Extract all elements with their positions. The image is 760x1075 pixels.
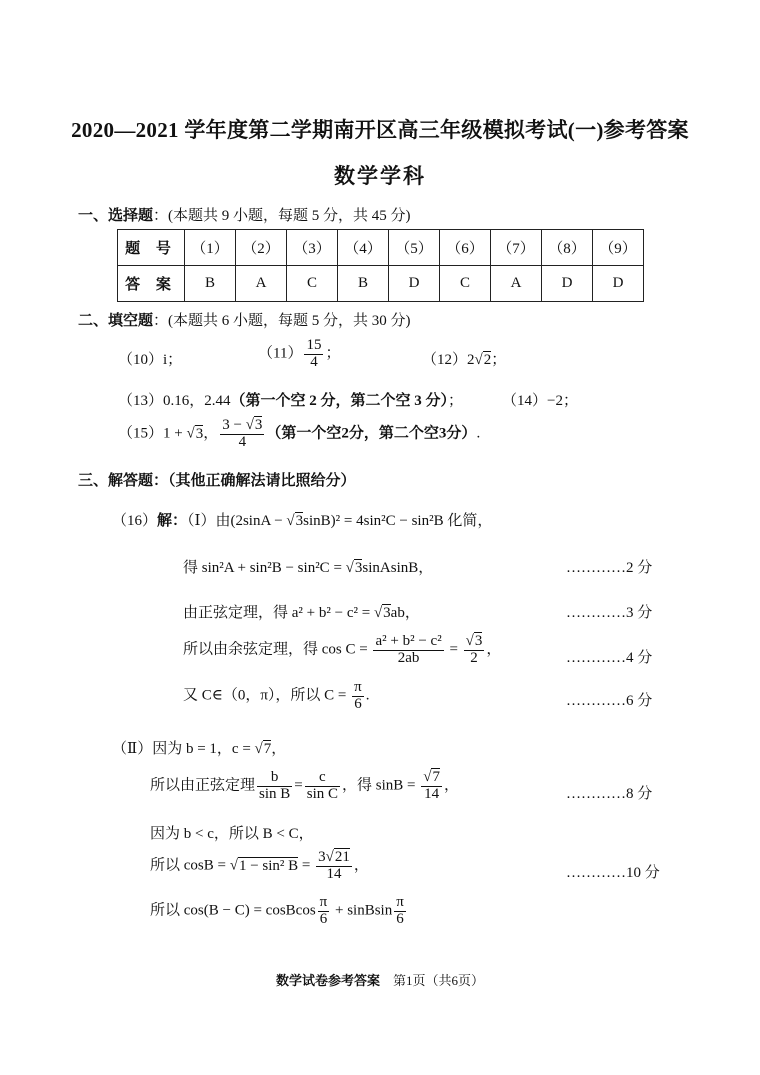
step-5-fraction-2 [305,770,340,803]
section-1-note: ：(本题共 9 小题，每题 5 分，共 45 分) [153,208,411,224]
step-5-text: 所以由正弦定理 [150,777,256,794]
step-8-den-1: 6 [319,910,328,927]
answer-cell: D [542,266,593,302]
question-number: （5） [389,230,440,266]
answer-cell: C [440,266,491,302]
question-number: （3） [287,230,338,266]
step-5-fraction-1 [257,770,292,803]
step-3-result-den: 2 [470,649,478,666]
step-5-mid: ，得 sinB = [342,777,420,794]
part-2-given [112,737,286,758]
question-number: （9） [593,230,644,266]
part-1-given-tail: sinB)² = 4sin²C − sin²B 化简， [303,513,493,529]
section-2-note: ：(本题共 6 小题，每题 5 分，共 30 分) [153,313,411,329]
step-7-result-num [316,850,352,867]
step-2-text: 由正弦定理，得 a² + b² − c² = [183,605,374,621]
step-8-fraction-2 [394,895,406,928]
section-3-heading [78,469,356,490]
q11-denominator: 4 [310,353,318,370]
answer-table [117,229,644,302]
q12-label: （12）2 [422,352,475,368]
step-8-num-2: π [396,894,404,910]
step-5-result-den: 14 [424,785,440,802]
q15-label: （15）1 + [118,425,187,442]
sqrt-symbol: √ [465,633,474,649]
q13-tail: ； [448,393,464,409]
step-1 [183,556,433,577]
part-1-given: （Ⅰ）由(2sinA − [187,513,287,529]
q11-label: （11） [258,345,303,362]
step-5-tail: ， [443,777,459,794]
step-7-text: 所以 cosB = [150,857,230,874]
step-5-den-2: sin C [306,785,339,802]
page-footer [0,970,760,989]
page-title: 2020—2021 学年度第二学期南开区高三年级模拟考试(一)参考答案 [71,118,689,142]
step-4-numerator: π [354,679,362,695]
step-3-tail: ， [486,641,502,658]
sqrt-symbol: √ [286,513,295,529]
sqrt-symbol: √ [245,417,254,433]
sqrt-symbol: √ [373,605,383,621]
section-3-title: 三、解答题：（其他正确解法请比照给分） [78,473,356,489]
step-7 [150,850,369,883]
q15-numerator [220,418,264,435]
step-4-denominator: 6 [354,695,362,712]
step-3-text: 所以由余弦定理，得 cos C = [183,641,372,658]
answer-q12 [422,348,506,369]
part-1-radicand: 3 [295,513,304,529]
step-7-result-radicand: 21 [334,849,350,865]
answer-q15 [118,418,480,451]
step-2 [183,601,420,622]
step-7-radicand: 1 − sin² B [238,857,299,874]
step-8-num-1: π [319,894,328,910]
question-number: （8） [542,230,593,266]
step-5-result-num [421,770,442,787]
question-number: （4） [338,230,389,266]
step-4 [183,680,369,713]
q15-num-part: 3 − [222,417,246,433]
step-4-fraction [352,680,364,713]
step-5-result [421,770,442,803]
answer-q14: （14）−2； [502,393,578,409]
question-number: （6） [440,230,491,266]
answer-cell: A [491,266,542,302]
q15-scoring-note: （第一个空2分，第二个空3分） [266,425,477,442]
score-step-3: …………4 分 [566,650,653,666]
footer-doc-name: 数学试卷参考答案 [275,973,380,988]
sqrt-symbol: √ [254,741,263,757]
solution-label: 解： [157,513,188,529]
step-3-eq: = [445,641,462,658]
sqrt-symbol: √ [423,769,432,785]
q15-tail: . [476,425,481,442]
problem-16-label: （16） [112,513,158,529]
step-5-result-radicand: 7 [432,769,440,785]
q11-tail: ； [325,345,341,362]
answer-q10: （10）i； [118,352,183,368]
answer-cell: B [185,266,236,302]
step-5: 所以由正弦定理 $\frac{b}{\text{sin B}}$ = $\frac{c}{\text{sin C}}$ ，得 sinB = $\frac{√7}{14}$ ， [150,769,459,802]
step-8-text: 所以 cos(B − C) = cosBcos [150,902,316,919]
score-step-1: …………2 分 [566,560,653,576]
step-5-num-1: b [257,770,292,787]
step-4-tail: . [365,687,370,704]
sqrt-symbol: √ [325,849,334,865]
step-1-tail: sinAsinB， [362,560,434,576]
section-2-heading [78,309,411,330]
part-2-tail: ， [271,741,287,757]
step-5-num-2: c [305,770,340,787]
q15-fraction [220,418,264,451]
q11-fraction [304,338,323,371]
question-number: （1） [185,230,236,266]
step-5-den-1: sin B [259,785,291,802]
sqrt-symbol: √ [186,425,195,442]
score-step-4: …………6 分 [566,693,653,709]
step-7-tail: ， [353,857,369,874]
part-2-text: （Ⅱ）因为 b = 1，c = [112,741,255,757]
footer-page-number: 第1页（共6页） [393,973,485,988]
section-1-title: 一、选择题 [78,208,154,224]
step-7-result-den: 14 [326,865,342,882]
section-2-title: 二、填空题 [78,313,154,329]
problem-16-intro [112,509,492,530]
score-step-7: …………10 分 [566,865,660,881]
q11-numerator: 15 [306,337,322,353]
step-2-tail: ab， [390,605,420,621]
step-1-text: 得 sin²A + sin²B − sin²C = [183,560,346,576]
step-8-fraction-1 [318,895,330,928]
part-2-radicand: 7 [263,741,272,757]
answer-q11 [258,338,340,371]
answer-cell: C [287,266,338,302]
step-2-radicand: 3 [383,605,391,621]
section-1-heading [78,204,411,225]
step-3-result [464,634,485,667]
answer-cell: B [338,266,389,302]
answer-cell: A [236,266,287,302]
step-3-numerator: a² + b² − c² [375,633,442,649]
step-3-denominator: 2ab [397,649,420,666]
step-3 [183,634,501,667]
q12-tail: ； [491,352,507,368]
table-row-numbers [118,230,644,266]
step-8-den-2: 6 [396,910,404,927]
question-number: （2） [236,230,287,266]
sqrt-symbol: √ [474,352,483,368]
step-3-result-num [464,634,485,651]
row-label-number: 题 号 [118,230,185,266]
step-8-mid: + sinBsin [331,902,393,919]
step-8 [150,895,408,928]
sqrt-symbol: √ [229,857,238,874]
table-row-answers [118,266,644,302]
answer-cell: D [593,266,644,302]
answer-cell: D [389,266,440,302]
step-4-text: 又 C∈（0，π），所以 C = [183,687,351,704]
sqrt-symbol: √ [345,560,354,576]
question-number: （7） [491,230,542,266]
row-label-answer: 答 案 [118,266,185,302]
answer-q13 [118,389,463,410]
q13-values: （13）0.16，2.44 [118,393,231,409]
step-7-coef: 3 [318,849,326,865]
q15-denominator: 4 [238,433,247,450]
q15-sep: ， [203,425,219,442]
q12-radicand: 2 [483,352,492,368]
step-7-eq: = [298,857,315,874]
q15-radicand: 3 [195,425,204,442]
q15-num-radicand: 3 [254,417,263,433]
score-step-5: …………8 分 [566,786,653,802]
score-step-2: …………3 分 [566,605,653,621]
step-1-radicand: 3 [354,560,363,576]
step-3-result-radicand: 3 [474,633,483,649]
q13-scoring-note: （第一个空 2 分，第二个空 3 分） [230,393,449,409]
step-3-fraction [373,634,443,667]
subject-title: 数学学科 [334,164,426,188]
step-6: 因为 b < c，所以 B < C， [150,826,314,842]
step-7-result [316,850,352,883]
